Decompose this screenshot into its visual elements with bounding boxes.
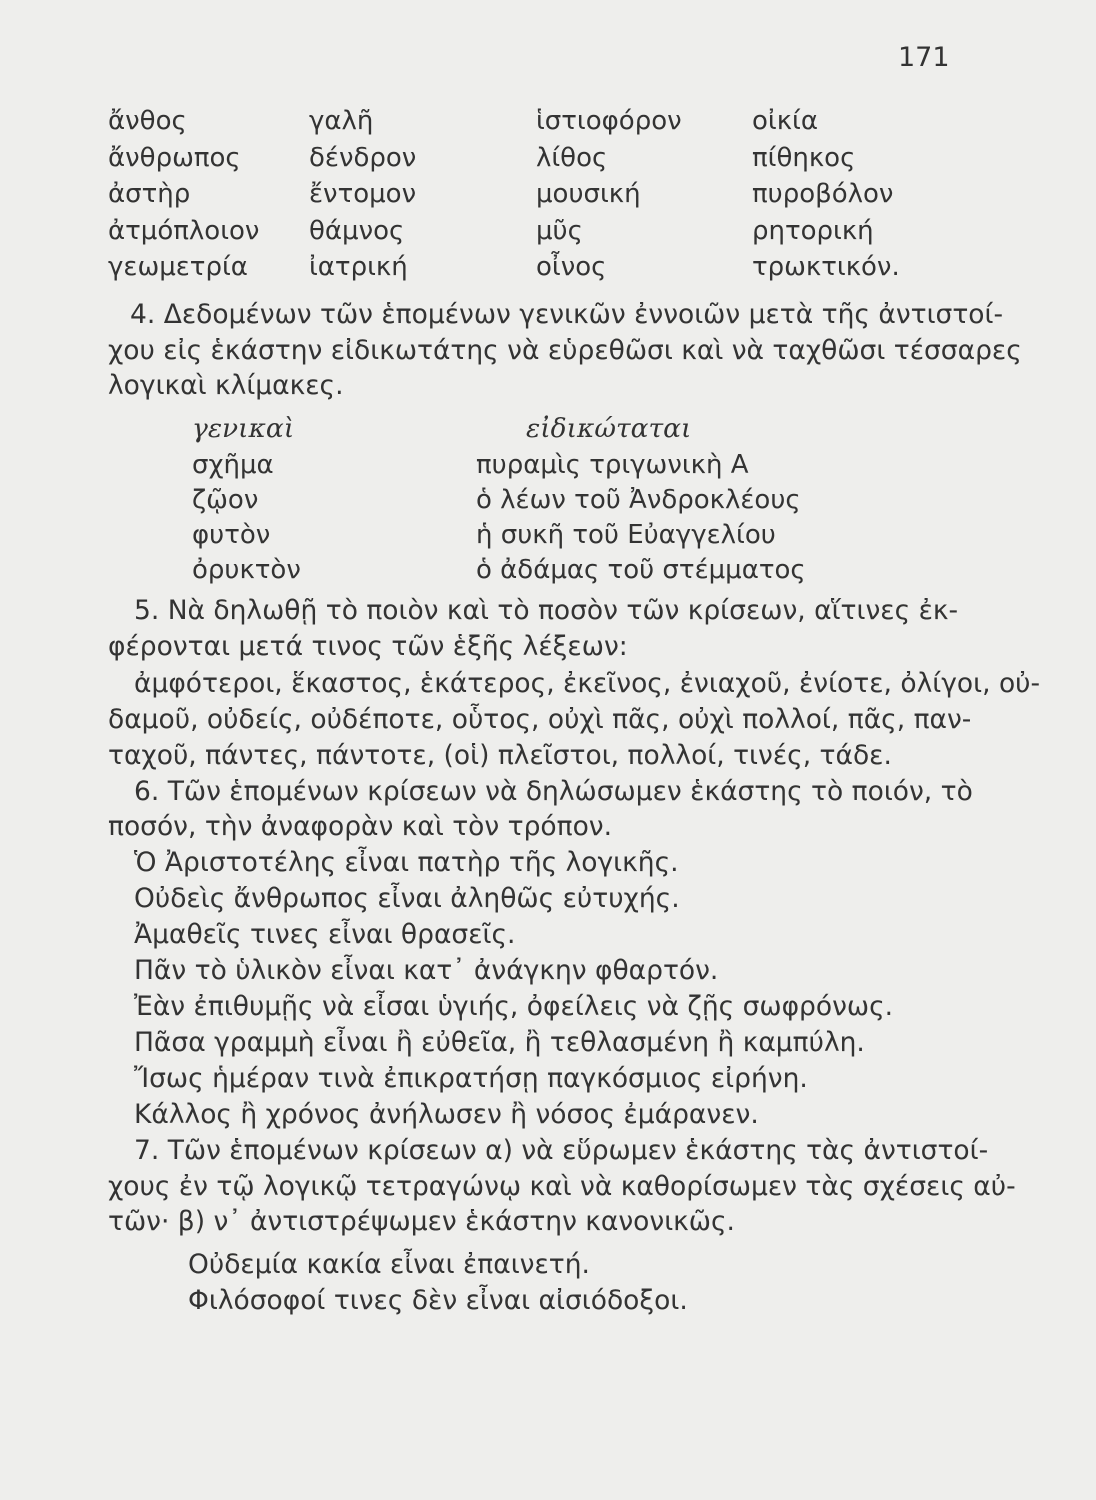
exercise-7-line: τῶν· β) ν᾿ ἀντιστρέψωμεν ἑκάστην κανονικῶς. <box>108 1206 735 1237</box>
general-concept: φυτὸν <box>192 520 271 550</box>
exercise-5-line: ταχοῦ, πάντες, πάντοτε, (οἱ) πλεῖστοι, πολλοί, τινές, τάδε. <box>108 740 892 771</box>
word: δένδρον <box>309 142 417 173</box>
word-column-1 <box>108 103 259 286</box>
specific-concept: ὁ ἀδάμας τοῦ στέμματος <box>476 555 806 585</box>
word: ἄνθος <box>108 106 187 136</box>
page-number: 171 <box>898 42 950 73</box>
word: ἄνθρωπος <box>108 142 241 173</box>
exercise-4-line: 4. Δεδομένων τῶν ἑπομένων γενικῶν ἐννοιῶν μετὰ τῆς ἀντιστοί- <box>130 299 1004 330</box>
exercise-5-line: ἀμφότεροι, ἕκαστος, ἑκάτερος, ἐκεῖνος, ἐνιαχοῦ, ἐνίοτε, ὀλίγοι, οὐ- <box>134 668 1041 699</box>
exercise-6-line: 6. Τῶν ἑπομένων κρίσεων νὰ δηλώσωμεν ἑκάστης τὸ ποιόν, τὸ <box>134 776 973 807</box>
general-column-heading: γενικαὶ <box>192 413 295 444</box>
word: ρητορική <box>752 215 874 246</box>
exercise-6-sentence: Ἴσως ἡμέραν τινὰ ἐπικρατήσῃ παγκόσμιος εἰρήνη. <box>134 1063 808 1094</box>
exercise-6-sentence: Οὐδεὶς ἄνθρωπος εἶναι ἀληθῶς εὐτυχής. <box>134 883 680 914</box>
exercise-5-line: φέρονται μετά τινος τῶν ἑξῆς λέξεων: <box>108 631 628 662</box>
exercise-6-sentence: Ἐὰν ἐπιθυμῇς νὰ εἶσαι ὑγιής, ὀφείλεις νὰ ζῇς σωφρόνως. <box>134 991 894 1022</box>
exercise-5-line: δαμοῦ, οὐδείς, οὐδέποτε, οὗτος, οὐχὶ πᾶς, οὐχὶ πολλοί, πᾶς, παν- <box>108 704 972 735</box>
exercise-7-sentence: Φιλόσοφοί τινες δὲν εἶναι αἰσιόδοξοι. <box>188 1285 688 1316</box>
exercise-5-line: 5. Νὰ δηλωθῇ τὸ ποιὸν καὶ τὸ ποσὸν τῶν κρίσεων, αἵτινες ἐκ- <box>134 595 959 626</box>
word: ἔντομον <box>309 179 417 209</box>
specific-concept: ἡ συκῆ τοῦ Εὐαγγελίου <box>476 520 776 550</box>
word: πυροβόλον <box>752 179 894 209</box>
exercise-4-line: χου εἰς ἑκάστην εἰδικωτάτης νὰ εὑρεθῶσι καὶ νὰ ταχθῶσι τέσσαρες <box>108 335 1022 366</box>
word-column-4 <box>752 103 900 286</box>
exercise-6-sentence: Ἀμαθεῖς τινες εἶναι θρασεῖς. <box>134 919 516 950</box>
word: πίθηκος <box>752 142 856 173</box>
word: μουσική <box>536 179 641 209</box>
exercise-4-line: λογικαὶ κλίμακες. <box>108 370 344 401</box>
specific-column-heading: εἰδικώταται <box>526 413 692 444</box>
general-concept: ὀρυκτὸν <box>192 555 301 585</box>
word-column-2 <box>309 103 416 286</box>
exercise-6-sentence: Ὁ Ἀριστοτέλης εἶναι πατὴρ τῆς λογικῆς. <box>134 847 679 878</box>
word: γαλῆ <box>309 106 374 136</box>
word: ἰατρική <box>309 252 408 282</box>
general-concepts-list <box>192 448 301 588</box>
word: λίθος <box>536 142 608 173</box>
word-column-3 <box>536 103 682 286</box>
word: ἀτμόπλοιον <box>108 215 260 246</box>
exercise-7-line: χους ἐν τῷ λογικῷ τετραγώνῳ καὶ νὰ καθορίσωμεν τὰς σχέσεις αὐ- <box>108 1171 1016 1202</box>
word: τρωκτικόν. <box>752 252 900 282</box>
specific-concept: πυραμὶς τριγωνικὴ Α <box>476 450 749 480</box>
exercise-7-sentence: Οὐδεμία κακία εἶναι ἐπαινετή. <box>188 1249 590 1280</box>
word: οἶνος <box>536 252 607 282</box>
word: ἀστὴρ <box>108 179 191 209</box>
word: οἰκία <box>752 106 818 136</box>
exercise-7-line: 7. Τῶν ἑπομένων κρίσεων α) νὰ εὕρωμεν ἑκάστης τὰς ἀντιστοί- <box>134 1135 989 1166</box>
general-concept: σχῆμα <box>192 450 274 480</box>
word: γεωμετρία <box>108 252 248 282</box>
word: μῦς <box>536 215 583 246</box>
word: ἱστιοφόρον <box>536 106 682 136</box>
exercise-6-line: ποσόν, τὴν ἀναφορὰν καὶ τὸν τρόπον. <box>108 811 613 842</box>
exercise-6-sentence: Κάλλος ἢ χρόνος ἀνήλωσεν ἢ νόσος ἐμάρανεν. <box>134 1099 759 1130</box>
specific-concept: ὁ λέων τοῦ Ἀνδροκλέους <box>476 485 801 515</box>
word: θάμνος <box>309 215 405 246</box>
exercise-6-sentence: Πᾶν τὸ ὑλικὸν εἶναι κατ᾿ ἀνάγκην φθαρτόν. <box>134 955 719 986</box>
specific-concepts-list <box>476 448 806 588</box>
general-concept: ζῷον <box>192 485 259 515</box>
exercise-6-sentence: Πᾶσα γραμμὴ εἶναι ἢ εὐθεῖα, ἢ τεθλασμένη ἢ καμπύλη. <box>134 1027 865 1058</box>
